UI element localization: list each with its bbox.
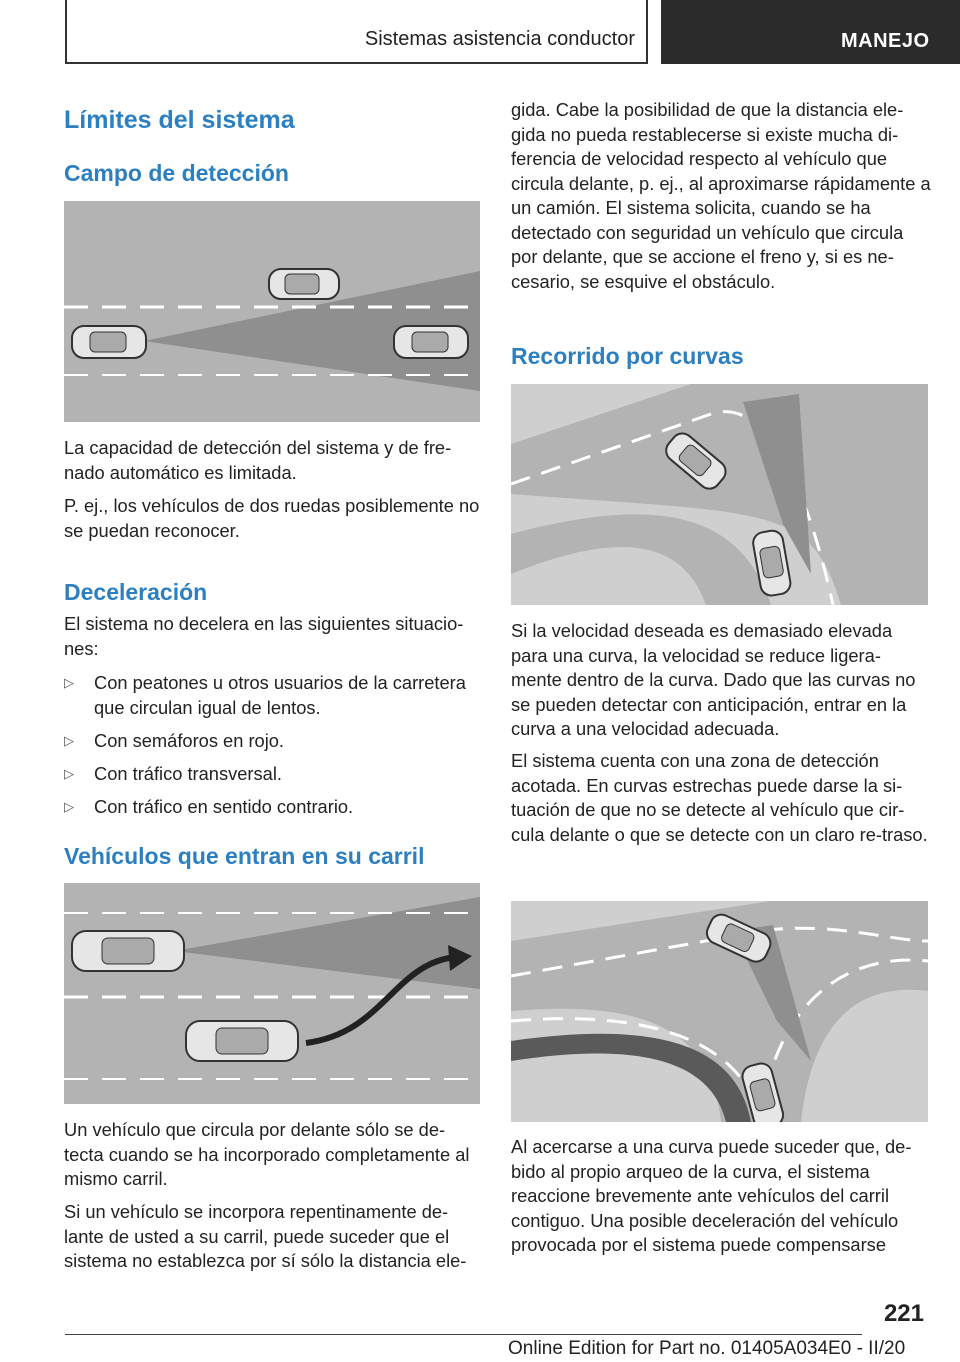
triangle-bullet-icon: ▷ xyxy=(64,799,74,814)
triangle-bullet-icon: ▷ xyxy=(64,733,74,748)
heading-main: Límites del sistema xyxy=(64,106,295,134)
triangle-bullet-icon: ▷ xyxy=(64,766,74,781)
page-number: 221 xyxy=(883,1300,924,1327)
list-item xyxy=(64,795,482,820)
heading-merging: Vehículos que entran en su carril xyxy=(64,843,425,869)
list-item xyxy=(64,729,482,754)
heading-detection: Campo de detección xyxy=(64,160,289,186)
car-icon xyxy=(72,931,184,971)
curve-illustration xyxy=(511,384,928,605)
chapter-tab-label: MANEJO xyxy=(841,30,930,52)
car-icon xyxy=(394,326,468,358)
continued-paragraph: gida. Cabe la posibilidad de que la distancia ele-gida no pueda restablecerse si existe mucha di-ferencia de velocidad respecto al vehículo que circula delante, p. ej., al aproximarse rápidamente a un camión. El sistema solicita, cuando se ha detectado con seguridad un vehículo que circula por delante, que se accione el freno y, si es ne-cesario, se esquive el obstáculo. xyxy=(511,99,931,292)
list-item xyxy=(64,762,482,787)
detection-paragraph-1: La capacidad de detección del sistema y de fre-nado automático es limitada. xyxy=(64,437,452,483)
curves-paragraph-2: El sistema cuenta con una zona de detección acotada. En curvas estrechas puede darse la si-tuación de que no se detecte al vehículo que cir-cula delante o que se detecte con un claro re-traso. xyxy=(511,750,928,845)
chapter-tab xyxy=(661,0,960,64)
car-icon xyxy=(186,1021,298,1061)
heading-deceleration: Deceleración xyxy=(64,579,208,605)
merging-paragraph-1: Un vehículo que circula por delante sólo se de-tecta cuando se ha incorporado completamente al mismo carril. xyxy=(64,1119,470,1189)
merging-vehicle-illustration xyxy=(64,883,480,1104)
car-icon xyxy=(72,326,146,358)
car-icon xyxy=(269,269,339,299)
list-item-text: Con peatones u otros usuarios de la carretera que circulan igual de lentos. xyxy=(94,672,466,718)
tight-curve-illustration xyxy=(511,901,928,1122)
section-title: Sistemas asistencia conductor xyxy=(364,28,635,50)
list-item-text: Con semáforos en rojo. xyxy=(94,730,285,751)
detection-paragraph-2: P. ej., los vehículos de dos ruedas posiblemente no se puedan reconocer. xyxy=(64,495,480,541)
heading-curves: Recorrido por curvas xyxy=(511,343,744,369)
footer-divider xyxy=(65,1334,862,1335)
curves-paragraph-1: Si la velocidad deseada es demasiado elevada para una curva, la velocidad se reduce ligera-mente dentro de la curva. Dado que las curvas no se pueden detectar con anticipación, entrar en la curva a una velocidad adecuada. xyxy=(511,620,916,739)
list-item-text: Con tráfico en sentido contrario. xyxy=(94,796,354,817)
triangle-bullet-icon: ▷ xyxy=(64,675,74,690)
curves-paragraph-3: Al acercarse a una curva puede suceder que, de-bido al propio arqueo de la curva, el sistema reaccione brevemente ante vehículos del carril contiguo. Una posible deceleración del vehículo provocada por el sistema puede compensarse xyxy=(511,1136,912,1255)
merging-paragraph-2: Si un vehículo se incorpora repentinamente de-lante de usted a su carril, puede suceder que el sistema no establezca por sí sólo la distancia ele- xyxy=(64,1201,467,1271)
list-item xyxy=(64,671,482,721)
detection-field-illustration xyxy=(64,201,480,422)
edition-text: Online Edition for Part no. 01405A034E0 - II/20 xyxy=(508,1338,906,1359)
list-item-text: Con tráfico transversal. xyxy=(94,763,282,784)
deceleration-intro: El sistema no decelera en las siguientes situacio-nes: xyxy=(64,613,464,659)
